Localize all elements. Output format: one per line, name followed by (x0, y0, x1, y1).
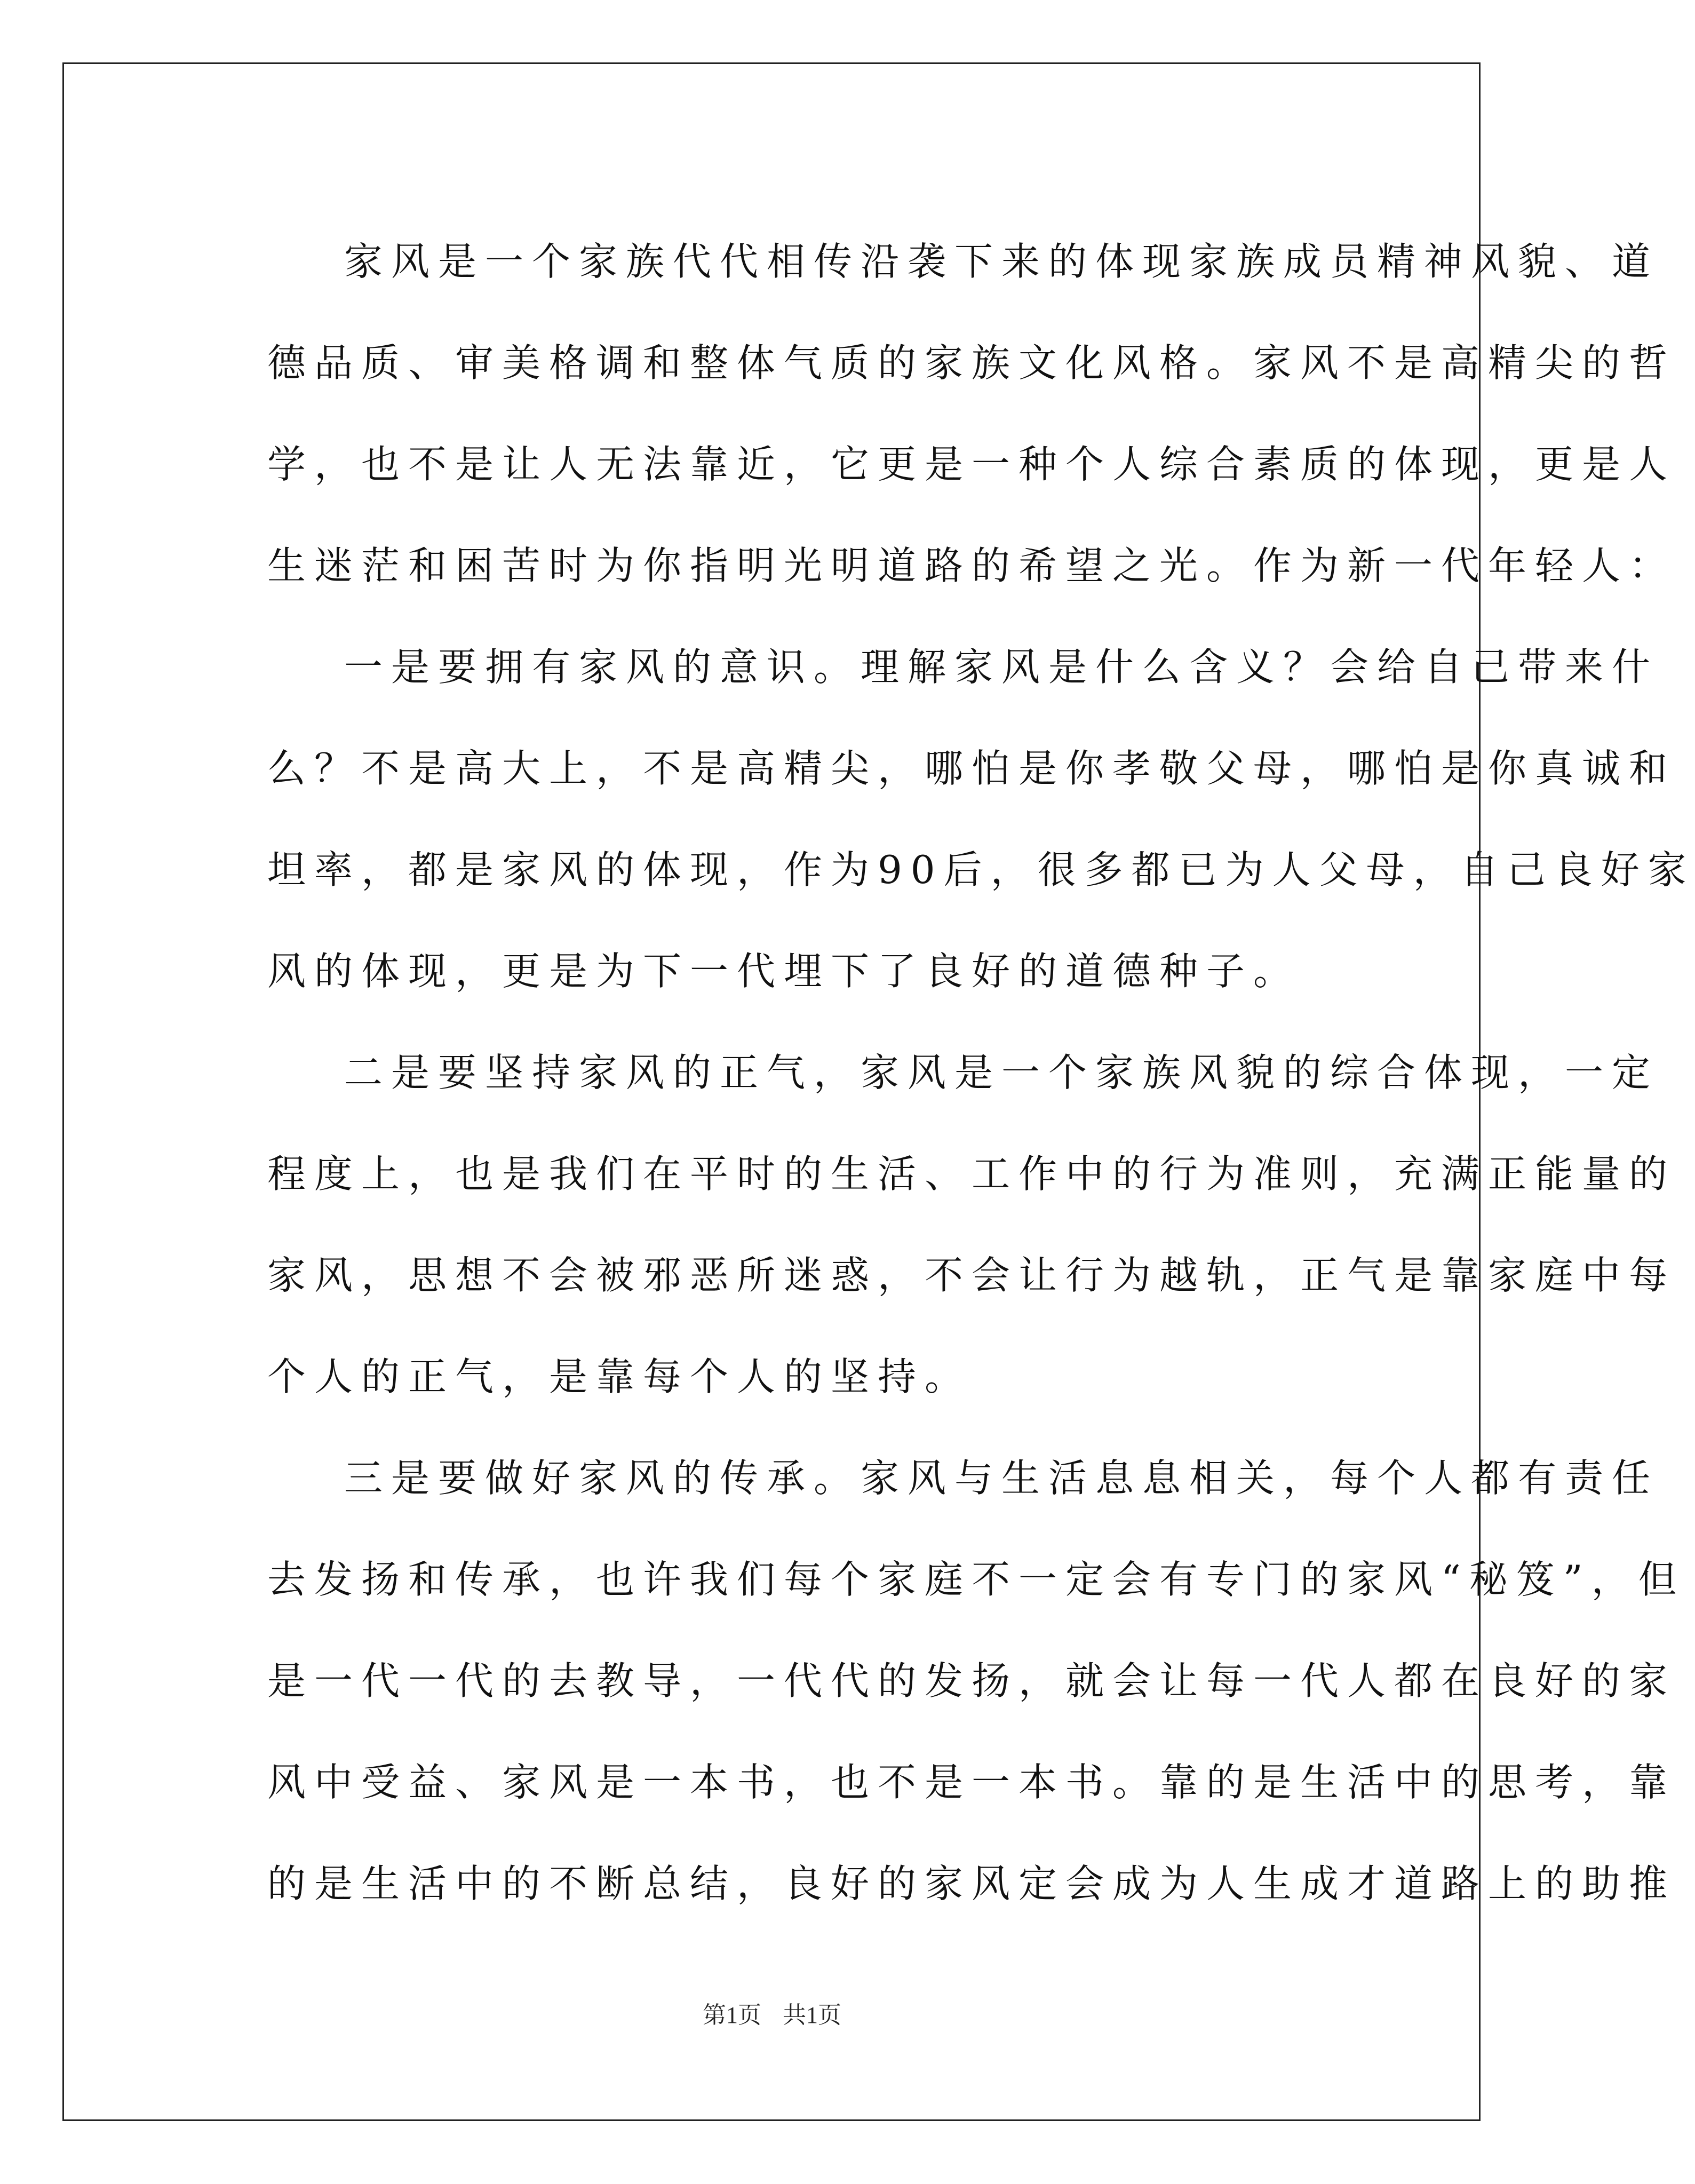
text-line: 学，也不是让人无法靠近，它更是一种个人综合素质的体现，更是人 (267, 442, 1676, 487)
text-line: 去发扬和传承，也许我们每个家庭不一定会有专门的家风“秘笈”，但 (267, 1557, 1685, 1602)
text-line: 程度上，也是我们在平时的生活、工作中的行为准则，充满正能量的 (267, 1151, 1676, 1196)
document-body (190, 211, 1695, 1934)
text-line: 个人的正气，是靠每个人的坚持。 (267, 1354, 972, 1399)
text-line: 家风是一个家族代代相传沿袭下来的体现家族成员精神风貌、道 (344, 239, 1659, 284)
paragraph-1 (190, 211, 1676, 616)
text-line: 的是生活中的不断总结，良好的家风定会成为人生成才道路上的助推 (267, 1861, 1676, 1906)
text-line: 三是要做好家风的传承。家风与生活息息相关，每个人都有责任 (344, 1456, 1659, 1500)
text-line: 家风，思想不会被邪恶所迷惑，不会让行为越轨，正气是靠家庭中每 (267, 1253, 1676, 1298)
page-number: 第1页 (703, 2002, 761, 2028)
text-line: 是一代一代的去教导，一代代的发扬，就会让每一代人都在良好的家 (267, 1658, 1676, 1703)
paragraph-3 (190, 1022, 1676, 1427)
text-line: 坦率，都是家风的体现，作为90后，很多都已为人父母，自己良好家 (267, 847, 1695, 892)
page-total: 共1页 (783, 2002, 841, 2028)
text-line: 风的体现，更是为下一代埋下了良好的道德种子。 (267, 949, 1301, 994)
text-line: 风中受益、家风是一本书，也不是一本书。靠的是生活中的思考，靠 (267, 1760, 1676, 1805)
paragraph-2 (190, 616, 1695, 1022)
text-line: 么？不是高大上，不是高精尖，哪怕是你孝敬父母，哪怕是你真诚和 (267, 746, 1676, 791)
text-line: 二是要坚持家风的正气，家风是一个家族风貌的综合体现，一定 (344, 1050, 1659, 1095)
text-line: 德品质、审美格调和整体气质的家族文化风格。家风不是高精尖的哲 (267, 340, 1676, 385)
page-footer (0, 1996, 1544, 2030)
text-line: 一是要拥有家风的意识。理解家风是什么含义？会给自己带来什 (344, 645, 1659, 689)
paragraph-4 (190, 1427, 1685, 1934)
text-line: 生迷茫和困苦时为你指明光明道路的希望之光。作为新一代年轻人： (267, 543, 1676, 588)
